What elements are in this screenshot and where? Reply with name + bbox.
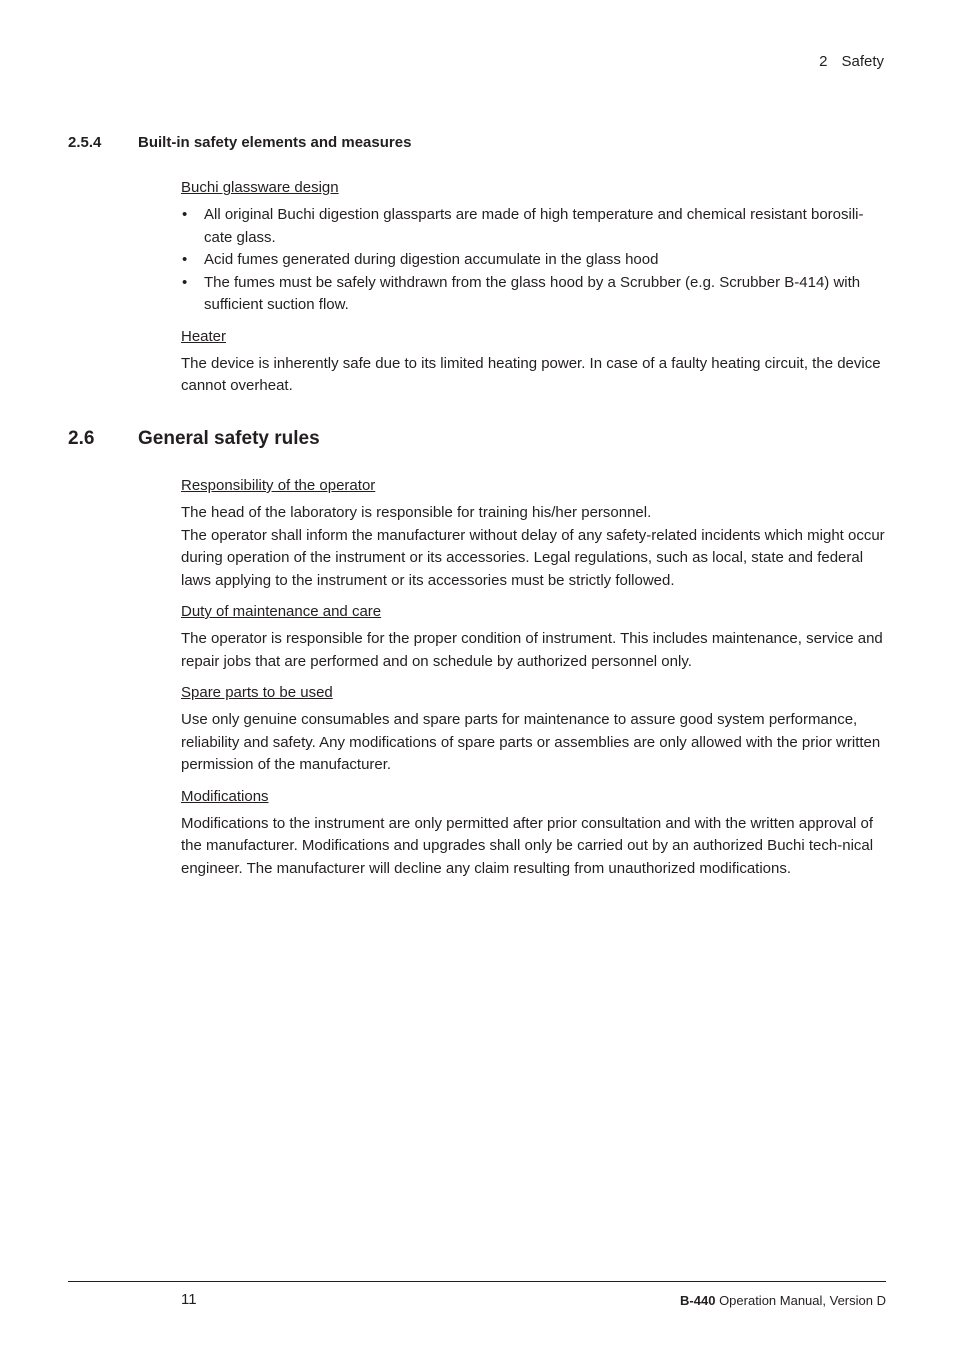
spare-parts-heading: Spare parts to be used [181, 684, 333, 701]
section-title: Built-in safety elements and measures [138, 134, 412, 151]
heater-heading: Heater [181, 327, 227, 345]
responsibility-text-2: The operator shall inform the manufacturer without delay of any safety-related incidents which might occur during operation of the instrument or its accessories. Legal regulations, such as local, state and federal laws applying to the instrument or its accessories must be strictly followed. [181, 526, 885, 589]
glassware-heading: Buchi glassware design [181, 179, 339, 196]
product-name: B-440 [680, 1293, 716, 1308]
glassware-bullet-list [181, 204, 887, 317]
section-number: 2.6 [68, 428, 95, 449]
manual-version: Operation Manual, Version D [719, 1293, 886, 1308]
maintenance-heading: Duty of maintenance and care [181, 603, 382, 620]
running-header [819, 53, 884, 70]
list-item: • All original Buchi digestion glassparts are made of high temperature and chemical resistant borosili-cate glass. [181, 204, 887, 249]
chapter-title: Safety [841, 53, 884, 70]
section-2-6-body [181, 475, 887, 889]
modifications-heading: Modifications [181, 787, 269, 805]
section-heading-2-5-4 [68, 134, 411, 151]
maintenance-text: The operator is responsible for the proper condition of instrument. This includes maintenance, service and repair jobs that are performed and on schedule by authorized personnel only. [181, 630, 883, 670]
heater-text: The device is inherently safe due to its limited heating power. In case of a faulty heating circuit, the device cannot overheat. [181, 354, 881, 394]
modifications-text: Modifications to the instrument are only permitted after prior consultation and with the written approval of the manufacturer. Modifications and upgrades shall only be carried out by an authorized Buchi tech-nical engineer. The manufacturer will decline any claim resulting from unauthorized modifications. [181, 814, 874, 877]
responsibility-heading: Responsibility of the operator [181, 477, 376, 494]
section-heading-2-6 [68, 428, 320, 450]
chapter-number: 2 [819, 53, 828, 70]
footer-divider [68, 1281, 886, 1282]
section-number: 2.5.4 [68, 134, 102, 151]
footer-doc-title [680, 1293, 886, 1308]
responsibility-text-1: The head of the laboratory is responsible for training his/her personnel. [181, 504, 652, 521]
list-item: • Acid fumes generated during digestion accumulate in the glass hood [181, 249, 887, 272]
section-title: General safety rules [138, 428, 320, 449]
list-item: • The fumes must be safely withdrawn from the glass hood by a Scrubber (e.g. Scrubber B-414) with sufficient suction flow. [181, 272, 887, 317]
spare-parts-text: Use only genuine consumables and spare parts for maintenance to assure good system performance, reliability and safety. Any modifications of spare parts or assemblies are only allowed with the prior written permission of the manufacturer. [181, 711, 881, 773]
section-2-5-4-body [181, 177, 887, 407]
page-number: 11 [181, 1291, 197, 1308]
